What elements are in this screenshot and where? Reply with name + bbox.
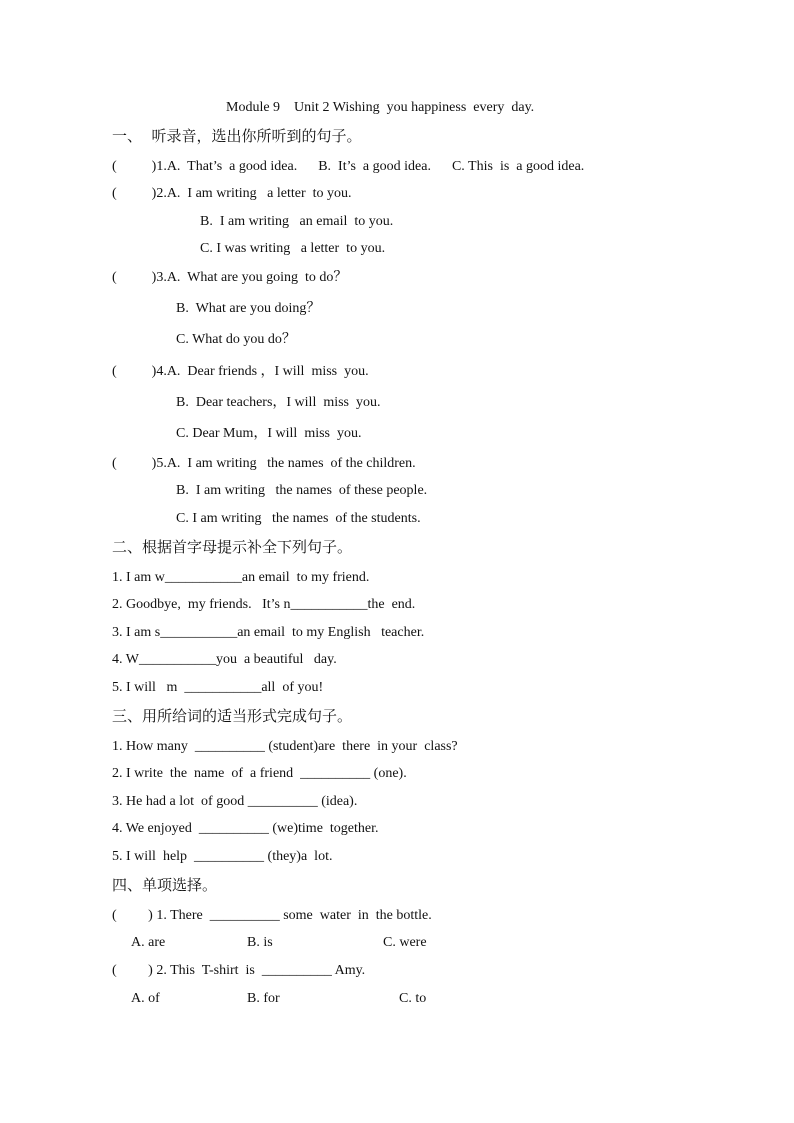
word-form-item-4: 4. We enjoyed __________ (we)time together.	[112, 821, 379, 836]
listening-option-4b: B. Dear teachers，I will miss you.	[176, 395, 381, 410]
listening-option-2b: B. I am writing an email to you.	[200, 214, 394, 229]
first-letter-item-2: 2. Goodbye, my friends. It’s n___________the end.	[112, 597, 416, 612]
page-title: Module 9 Unit 2 Wishing you happiness every day.	[226, 100, 535, 115]
listening-option-3c: C. What do you do？	[176, 332, 296, 347]
listening-question-3: ( )3.A. What are you going to do？	[112, 270, 348, 285]
choice-question-1: ( ) 1. There __________ some water in the bottle.	[112, 908, 432, 923]
first-letter-item-4: 4. W___________you a beautiful day.	[112, 652, 337, 667]
choice-option-2a: A. of	[131, 991, 160, 1006]
word-form-item-3: 3. He had a lot of good __________ (idea).	[112, 794, 358, 809]
choice-option-1b: B. is	[247, 935, 273, 950]
listening-option-5c: C. I am writing the names of the students.	[176, 511, 421, 526]
word-form-item-5: 5. I will help __________ (they)a lot.	[112, 849, 333, 864]
listening-question-1: ( )1.A. That’s a good idea. B. It’s a good idea. C. This is a good idea.	[112, 159, 585, 174]
listening-option-3b: B. What are you doing？	[176, 301, 321, 316]
word-form-item-1: 1. How many __________ (student)are there in your class?	[112, 739, 458, 754]
choice-option-1a: A. are	[131, 935, 166, 950]
first-letter-item-5: 5. I will m ___________all of you!	[112, 680, 324, 695]
listening-option-2c: C. I was writing a letter to you.	[200, 241, 386, 256]
section-heading-1: 一、 听录音，选出你所听到的句子。	[112, 127, 362, 145]
listening-option-4c: C. Dear Mum，I will miss you.	[176, 426, 362, 441]
first-letter-item-1: 1. I am w___________an email to my friend.	[112, 570, 370, 585]
section-heading-2: 二、根据首字母提示补全下列句子。	[112, 538, 353, 556]
choice-question-2: ( ) 2. This T-shirt is __________ Amy.	[112, 963, 366, 978]
choice-option-2b: B. for	[247, 991, 280, 1006]
section-heading-3: 三、用所给词的适当形式完成句子。	[112, 707, 353, 725]
listening-option-5b: B. I am writing the names of these people.	[176, 483, 428, 498]
listening-question-5: ( )5.A. I am writing the names of the children.	[112, 456, 416, 471]
word-form-item-2: 2. I write the name of a friend __________ (one).	[112, 766, 407, 781]
listening-question-4: ( )4.A. Dear friends ，I will miss you.	[112, 364, 369, 379]
listening-question-2: ( )2.A. I am writing a letter to you.	[112, 186, 352, 201]
choice-option-2c: C. to	[399, 991, 427, 1006]
section-heading-4: 四、单项选择。	[112, 876, 218, 894]
choice-option-1c: C. were	[383, 935, 427, 950]
first-letter-item-3: 3. I am s___________an email to my English teacher.	[112, 625, 425, 640]
